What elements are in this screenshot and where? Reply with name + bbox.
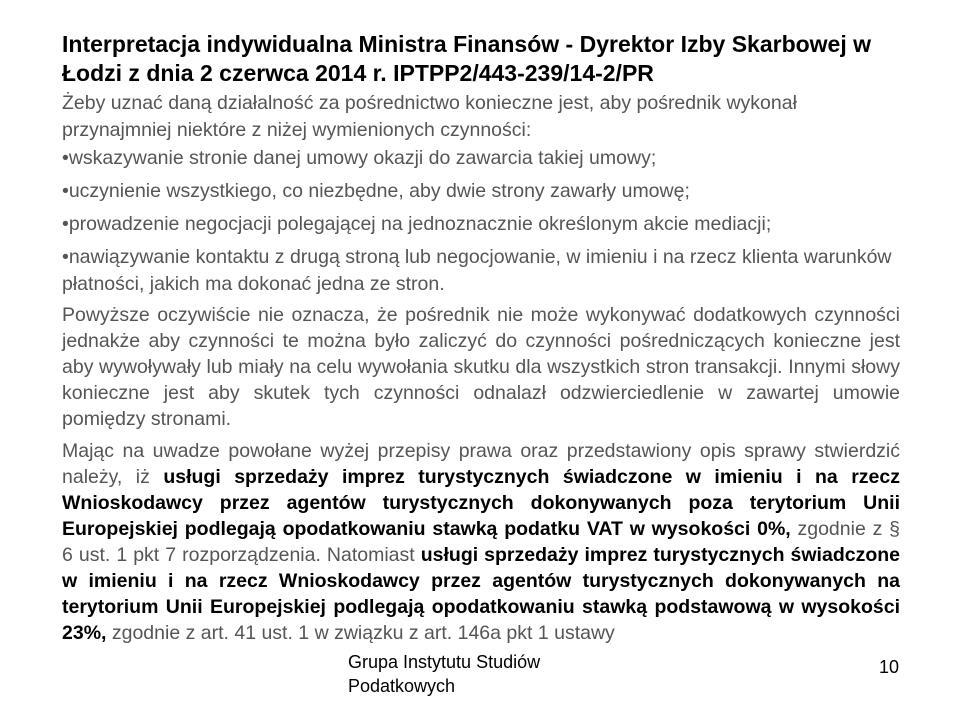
paragraph-conclusion (62, 438, 900, 646)
conclusion-text-1: Mając na uwadze powołane wyżej przepisy prawa oraz przedstawiony opis sprawy stwierdzić należy, iż (62, 440, 900, 488)
page-number: 10 (879, 657, 900, 677)
slide-content (62, 30, 900, 646)
paragraph-explanation: Powyższe oczywiście nie oznacza, że pośrednik nie może wykonywać dodatkowych czynności jednakże aby czynności te można było zaliczyć do czynności pośredniczących konieczne jest aby wywoływały lub miały na celu wywołania skutku dla wszystkich stron transakcji. Innymi słowy konieczne jest aby skutek tych czynności odnalazł odzwierciedlenie w zawartej umowie pomiędzy stronami. (62, 304, 900, 430)
footer-org-line1: Grupa Instytutu Studiów (348, 652, 541, 672)
bullet-item: •nawiązywanie kontaktu z drugą stroną lub negocjowanie, w imieniu i na rzecz klienta warunków płatności, jakich ma dokonać jedna ze stron. (62, 246, 892, 295)
bullet-item: •uczynienie wszystkiego, co niezbędne, aby dwie strony zawarły umowę; (62, 180, 690, 202)
conclusion-bold-1: usługi sprzedaży imprez turystycznych świadczone w imieniu i na rzecz Wnioskodawcy przez agentów turystycznych dokonywanych poza terytorium Unii Europejskiej podlegają opodatkowaniu stawką podatku VAT w wysokości 0%, (62, 466, 900, 540)
conclusion-bold-2: usługi sprzedaży imprez turystycznych świadczone w imieniu i na rzecz Wnioskodawcy przez agentów turystycznych dokonywanych na terytorium Unii Europejskiej podlegają opodatkowaniu stawką podstawową w wysokości 23%, (62, 544, 900, 644)
conclusion-text-3: zgodnie z art. 41 ust. 1 w związku z art. 146a pkt 1 ustawy (106, 622, 615, 644)
bullet-item: •prowadzenie negocjacji polegającej na jednoznacznie określonym akcie mediacji; (62, 213, 772, 235)
bullet-item: •wskazywanie stronie danej umowy okazji do zawarcia takiej umowy; (62, 147, 657, 169)
slide-title: Interpretacja indywidualna Ministra Finansów - Dyrektor Izby Skarbowej w Łodzi z dnia 2 czerwca 2014 r. IPTPP2/443-239/14-2/PR (62, 31, 872, 86)
footer-org-line2: Podatkowych (348, 676, 456, 696)
conclusion-text-2: zgodnie z § 6 ust. 1 pkt 7 rozporządzenia. Natomiast (62, 518, 900, 566)
intro-text: Żeby uznać daną działalność za pośrednictwo konieczne jest, aby pośrednik wykonał przynajmniej niektóre z niżej wymienionych czynności: (62, 92, 797, 141)
footer-organization (348, 650, 568, 698)
